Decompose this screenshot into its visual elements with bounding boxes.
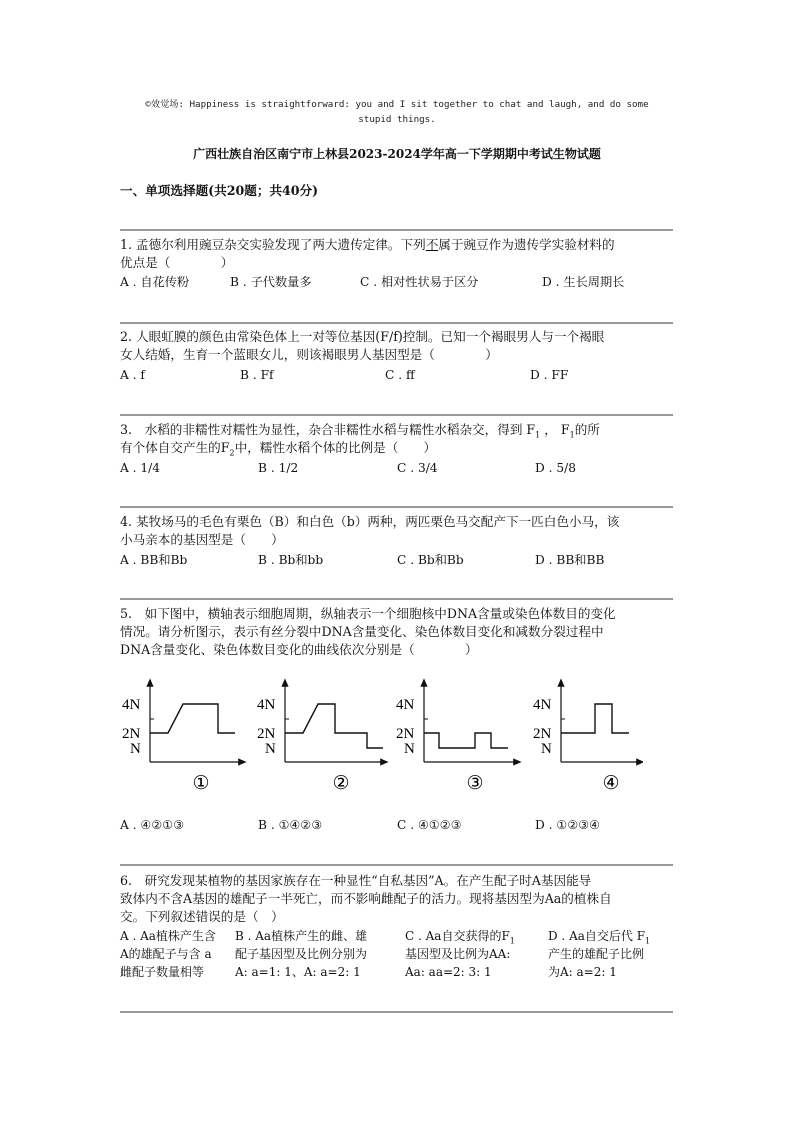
option-d[interactable]: D . BB和BB [535,553,605,567]
y-label-n: N [130,741,141,757]
option-d[interactable]: D . FF [530,368,569,382]
divider [120,864,673,866]
header-note-line2: stupid things. [358,114,436,125]
question-1-stem: 1. 孟德尔利用豌豆杂交实验发现了两大遗传定律。下列不属于豌豆作为遗传学实验材料的 优点是（ ） [120,237,615,270]
header-note-line1: ©效觉场: Happiness is straightforward: you and I sit together to chat and laugh, and do some [145,99,649,110]
option-d[interactable]: D . ①②③④ [535,818,601,832]
y-label-2n: 2N [396,726,415,742]
option-c[interactable]: C . ④①②③ [397,818,462,832]
option-c[interactable]: C . ff [385,368,415,382]
document-title: 广西壮族自治区南宁市上林县2023-2024学年高一下学期期中考试生物试题 [193,147,601,161]
option-b[interactable]: B . Ff [240,368,274,382]
divider [120,598,673,600]
option-a[interactable]: A . ④②①③ [120,818,185,832]
option-b[interactable]: B . 1/2 [258,461,299,475]
y-label-n: N [404,741,415,757]
question-2-stem: 2. 人眼虹膜的颜色由常染色体上一对等位基因(F/f)控制。已知一个褐眼男人与一个褐眼 女人结婚，生育一个蓝眼女儿，则该褐眼男人基因型是（ ） [120,329,605,362]
diagram-1 [122,682,243,794]
option-b[interactable]: B . ①④②③ [258,818,323,832]
option-c[interactable]: C . Bb和Bb [397,553,464,567]
diagram-4 [533,682,641,794]
y-label-4n: 4N [257,697,276,713]
option-a[interactable]: A . f [120,368,145,382]
divider [120,1011,673,1013]
question-3-options [120,459,673,477]
y-label-4n: 4N [122,697,141,713]
diagram-2 [257,682,385,794]
diagram-number-3: ③ [466,773,484,794]
option-a[interactable]: A . 自花传粉 [120,275,190,289]
question-3-stem: 3. 水稻的非糯性对糯性为显性，杂合非糯性水稻与糯性水稻杂交，得到 $F_1$ ， $F_1$的所 有个体自交产生的$F_2$中，糯性水稻个体的比例是（ ） [120,422,600,458]
cell-cycle-diagrams [113,676,643,796]
question-5-stem: 5. 如下图中，横轴表示细胞周期，纵轴表示一个细胞核中DNA含量或染色体数目的变化 情况。请分析图示，表示有丝分裂中DNA含量变化、染色体数目变化和减数分裂过程中 DNA含量变化、染色体数目变化的曲线依次分别是（ ） [120,606,616,657]
y-label-2n: 2N [257,726,276,742]
option-c[interactable]: C . 3/4 [397,461,438,475]
question-4-stem: 4. 某牧场马的毛色有栗色（B）和白色（b）两种，两匹栗色马交配产下一匹白色小马，该 小马亲本的基因型是（ ） [120,514,620,547]
y-label-n: N [265,741,276,757]
y-label-n: N [541,741,552,757]
question-6-stem: 6. 研究发现某植物的基因家族存在一种显性“自私基因”A。在产生配子时A基因能导 致体内不含A基因的雄配子一半死亡，而不影响雌配子的活力。现将基因型为Aa的植株自 交。下列叙述错误的是（ ） [120,873,612,924]
question-2-options [120,366,673,384]
diagram-figure [113,676,643,796]
option-c[interactable]: C . Aa自交获得的$F_1$ 基因型及比例为AA: Aa: aa=2: 3: 1 [405,929,515,979]
y-label-4n: 4N [396,697,415,713]
diagram-number-1: ① [192,773,210,794]
y-label-2n: 2N [533,726,552,742]
question-6-options [120,927,680,987]
divider [120,506,673,508]
y-label-4n: 4N [533,697,552,713]
y-label-2n: 2N [122,726,141,742]
option-b[interactable]: B . Bb和bb [258,553,324,567]
option-a[interactable]: A . Aa植株产生含 A的雄配子与含 a 雌配子数量相等 [120,929,216,979]
divider [120,229,673,231]
option-c[interactable]: C . 相对性状易于区分 [360,275,479,289]
option-b[interactable]: B . 子代数量多 [230,275,312,289]
option-b[interactable]: B . Aa植株产生的雌、雄 配子基因型及比例分别为 A: a=1: 1、A: a=2: 1 [235,929,368,979]
diagram-3 [396,682,518,794]
option-d[interactable]: D . 5/8 [535,461,577,475]
option-d[interactable]: D . 生长周期长 [542,275,625,289]
divider [120,414,673,416]
diagram-number-2: ② [332,773,350,794]
question-5-options [120,816,673,834]
question-4-options [120,551,673,569]
divider [120,322,673,324]
section-heading: 一、单项选择题(共20题；共40分) [120,183,319,198]
option-a[interactable]: A . BB和Bb [120,553,188,567]
option-a[interactable]: A . 1/4 [120,461,161,475]
option-d[interactable]: D . Aa自交后代 $F_1$ 产生的雄配子比例 为A: a=2: 1 [548,929,651,979]
header-note [80,97,714,127]
diagram-number-4: ④ [602,773,620,794]
question-1-options [120,273,673,291]
